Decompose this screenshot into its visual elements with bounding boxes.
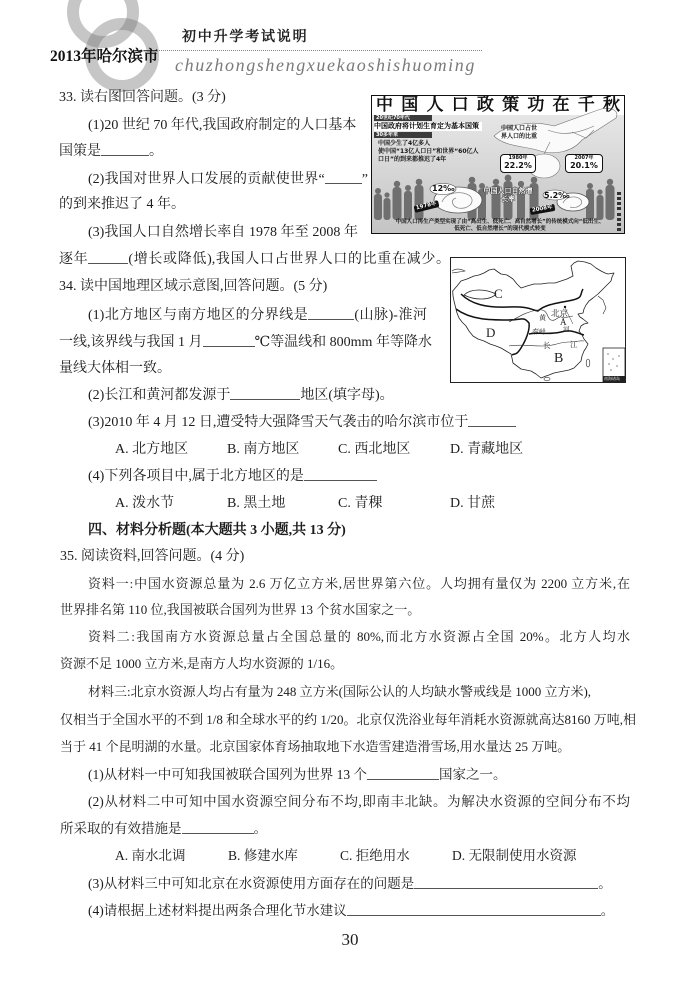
- share-1980-value: 22.2%: [504, 161, 532, 170]
- poster-band-policy: 中国政府将计划生育定为基本国策: [374, 122, 482, 131]
- growth-2008-value: 5.2‰: [544, 191, 570, 200]
- answer-blank: [468, 413, 516, 427]
- poster-fact-delay: 使中国“13亿人口日”和世界“60亿人口日”的到来都推迟了4年: [378, 148, 479, 163]
- q35-part2-line2: [60, 819, 267, 839]
- q33-stem: 33. 读右图回答问题。(3 分): [59, 90, 226, 105]
- q33-part2-text-before: (2)我国对世界人口发展的贡献使世界“: [88, 172, 325, 187]
- q34-part4-option-b: B. 黑土地: [227, 496, 286, 511]
- header-dotted-divider: [157, 50, 482, 51]
- basin-outline: [464, 290, 496, 299]
- poster-footer-text: 中国人口再生产类型实现了由“高出生、低死亡、高自然增长”的传统模式向“低出生、低死亡、低自然增长”的现代模式转变: [395, 219, 605, 232]
- population-policy-poster: [371, 95, 625, 234]
- q35-material1-line2: 世界排名第 110 位,我国被联合国列为世界 13 个贫水国家之一。: [60, 602, 421, 617]
- hainan-island: [544, 377, 550, 381]
- answer-blank: [325, 170, 362, 184]
- q34-part1-text-before: (1)北方地区与南方地区的分界线是: [88, 308, 309, 323]
- q35-part1: [88, 765, 507, 785]
- page-number: 30: [341, 930, 359, 949]
- q34-part1-line2-after: ℃等温线和 800mm 年等降水: [254, 335, 432, 350]
- q34-part2: [88, 386, 394, 406]
- q33-part2-line2: 的到来推迟了 4 年。: [59, 197, 185, 212]
- answer-blank: [304, 467, 377, 481]
- q34-part3-option-b: B. 南方地区: [227, 442, 300, 457]
- section-heading: 四、材料分析题(本大题共 3 小题,共 13 分): [88, 523, 346, 538]
- taiwan-island: [586, 359, 590, 367]
- poster-share-label: 中国人口占世界人口的比重: [501, 125, 538, 140]
- poster-share-1980-box: [500, 154, 536, 173]
- q35-part2-line1: (2)从材料二中可知中国水资源空间分布不均,即南丰北缺。为解决水资源的空间分布不均: [88, 794, 630, 809]
- q35-part1-text-after: 国家之一。: [439, 767, 507, 782]
- answer-blank: [203, 333, 255, 347]
- poster-band-30-years: 30多年来: [374, 132, 432, 138]
- growth-1978-value: 12‰: [432, 184, 455, 193]
- china-regions-map: [450, 257, 626, 383]
- poster-title: 中国人口政策功在千秋: [376, 95, 620, 115]
- q34-part1-text-after: (山脉)-淮河: [354, 308, 427, 323]
- q34-part3-option-c: C. 西北地区: [338, 442, 411, 457]
- map-label-beijing: 北京: [551, 308, 569, 318]
- map-label-chang: 长: [543, 341, 551, 350]
- header-year-city: 2013年哈尔滨市: [50, 48, 159, 65]
- answer-blank: [88, 250, 128, 264]
- q34-part1-line2: [59, 333, 432, 353]
- region-label-d: D: [486, 325, 496, 340]
- answer-blank: [101, 142, 149, 156]
- answer-blank: [308, 306, 354, 320]
- q34-part4-option-c: C. 青稞: [338, 496, 383, 511]
- q33-part3-line1: (3)我国人口自然增长率自 1978 年至 2008 年: [88, 225, 358, 240]
- answer-blank: [367, 766, 439, 780]
- q34-stem: 34. 读中国地理区域示意图,回答问题。(5 分): [59, 279, 328, 294]
- q34-part1-line3: 量线大体相一致。: [59, 361, 171, 376]
- q33-part1-line1: (1)20 世纪 70 年代,我国政府制定的人口基本: [88, 118, 357, 133]
- q35-material2-line2: 资源不足 1000 立方米,是南方人均水资源的 1/16。: [60, 656, 344, 671]
- q35-part4-text-before: (4)请根据上述材料提出两条合理化节水建议: [88, 903, 347, 918]
- q35-part3-text-before: (3)从材料三中可知北京在水资源使用方面存在的问题是: [88, 876, 415, 891]
- q34-part2-text-after: 地区(填字母)。: [300, 388, 394, 403]
- q33-part3-text-before: 逐年: [59, 252, 89, 267]
- q34-part2-text-before: (2)长江和黄河都发源于: [88, 388, 231, 403]
- map-drawing: [451, 258, 625, 382]
- q33-part1-text-before: 国策是: [59, 144, 101, 159]
- q34-part1-line1: [88, 306, 427, 326]
- q34-part3: [88, 413, 516, 433]
- growth-2008-year-tag: 2008年: [530, 204, 556, 215]
- q33-part2-text-after: ”: [361, 172, 368, 187]
- q33-part3-text-after: (增长或降低),我国人口占世界人口的比重在减少。: [128, 252, 451, 267]
- q35-part2-option-a: A. 南水北调: [115, 848, 186, 863]
- q35-part4: [88, 901, 614, 921]
- q35-part3: [88, 874, 612, 894]
- poster-band-1970s: 20世纪70年代: [374, 115, 432, 121]
- q35-part3-text-after: 。: [598, 876, 612, 891]
- q35-stem: 35. 阅读资料,回答问题。(4 分): [60, 549, 245, 564]
- q35-part4-text-after: 。: [600, 903, 615, 918]
- q34-part3-option-d: D. 青藏地区: [450, 442, 524, 457]
- q33-part1-text-after: 。: [149, 144, 163, 159]
- q33-part1-line2: [59, 142, 163, 162]
- q35-part2-option-c: C. 拒绝用水: [340, 848, 410, 863]
- q34-part1-line2-before: 一线,该界线与我国 1 月: [59, 335, 203, 350]
- q34-part3-text: (3)2010 年 4 月 12 日,遭受特大强降雪天气袭击的哈尔滨市位于: [88, 415, 469, 430]
- q33-part3-line2: [59, 250, 450, 270]
- q33-part2-line1: [88, 170, 368, 190]
- q34-part4: [88, 467, 377, 487]
- map-label-huang: 黄: [539, 314, 546, 322]
- korea-outline: [598, 296, 606, 314]
- answer-blank: [414, 875, 598, 889]
- map-label-jiang: 江: [570, 340, 578, 349]
- lake-outline: [452, 269, 465, 273]
- map-label-he: 河: [563, 326, 570, 333]
- answer-blank: [347, 902, 601, 916]
- q35-material3-line1: 材料三:北京水资源人均占有量为 248 立方米(国际公认的人均缺水警戒线是 1000 立方米),: [88, 684, 592, 699]
- map-label-qinling: 秦岭: [531, 328, 545, 336]
- region-label-a: A: [560, 317, 567, 327]
- share-1980-year: 1980年: [508, 155, 528, 161]
- share-2007-year: 2007年: [574, 155, 594, 161]
- region-label-b: B: [554, 351, 564, 366]
- q35-part2-option-b: B. 修建水库: [228, 848, 298, 863]
- map-inset-label: 南海诸岛: [604, 375, 620, 381]
- poster-growth-label: 中国人口自然增长率: [483, 187, 533, 203]
- q34-part3-option-a: A. 北方地区: [115, 442, 189, 457]
- q35-material2-line1: 资料二:我国南方水资源总量占全国总量的 80%,而北方水资源占全国 20%。北方人均水: [88, 629, 630, 644]
- header-pinyin: chuzhongshengxuekaoshishuoming: [175, 55, 476, 75]
- q34-part4-text: (4)下列各项目中,属于北方地区的是: [88, 469, 304, 484]
- q35-part1-text-before: (1)从材料一中可知我国被联合国列为世界 13 个: [88, 767, 367, 782]
- header-title: 初中升学考试说明: [182, 29, 309, 45]
- q34-part4-option-a: A. 泼水节: [115, 496, 175, 511]
- poster-fact-births-avoided: 中国少生了4亿多人: [378, 140, 431, 147]
- q35-part2-option-d: D. 无限制使用水资源: [452, 848, 577, 863]
- answer-blank: [230, 386, 300, 400]
- region-label-c: C: [494, 286, 503, 301]
- q35-part2-text-after: 。: [253, 821, 267, 836]
- share-2007-value: 20.1%: [570, 161, 598, 170]
- q35-material3-line3: 当于 41 个昆明湖的水量。北京国家体育场抽取地下水造雪建造滑雪场,用水量达 25 万吨。: [60, 739, 571, 754]
- poster-share-2007-box: [565, 154, 603, 173]
- q35-part2-text-before: 所采取的有效措施是: [60, 821, 182, 836]
- q35-material3-line2: 仅相当于全国水平的不到 1/8 和全球水平的约 1/20。北京仅洗浴业每年消耗水资源就高达8160 万吨,相: [60, 712, 636, 727]
- answer-blank: [182, 820, 254, 834]
- q35-material1-line1: 资料一:中国水资源总量为 2.6 万亿立方米,居世界第六位。人均拥有量仅为 2200 立方米,在: [88, 576, 630, 591]
- growth-1978-year-tag: 1978年: [414, 200, 440, 213]
- q34-part4-option-d: D. 甘蔗: [450, 496, 496, 511]
